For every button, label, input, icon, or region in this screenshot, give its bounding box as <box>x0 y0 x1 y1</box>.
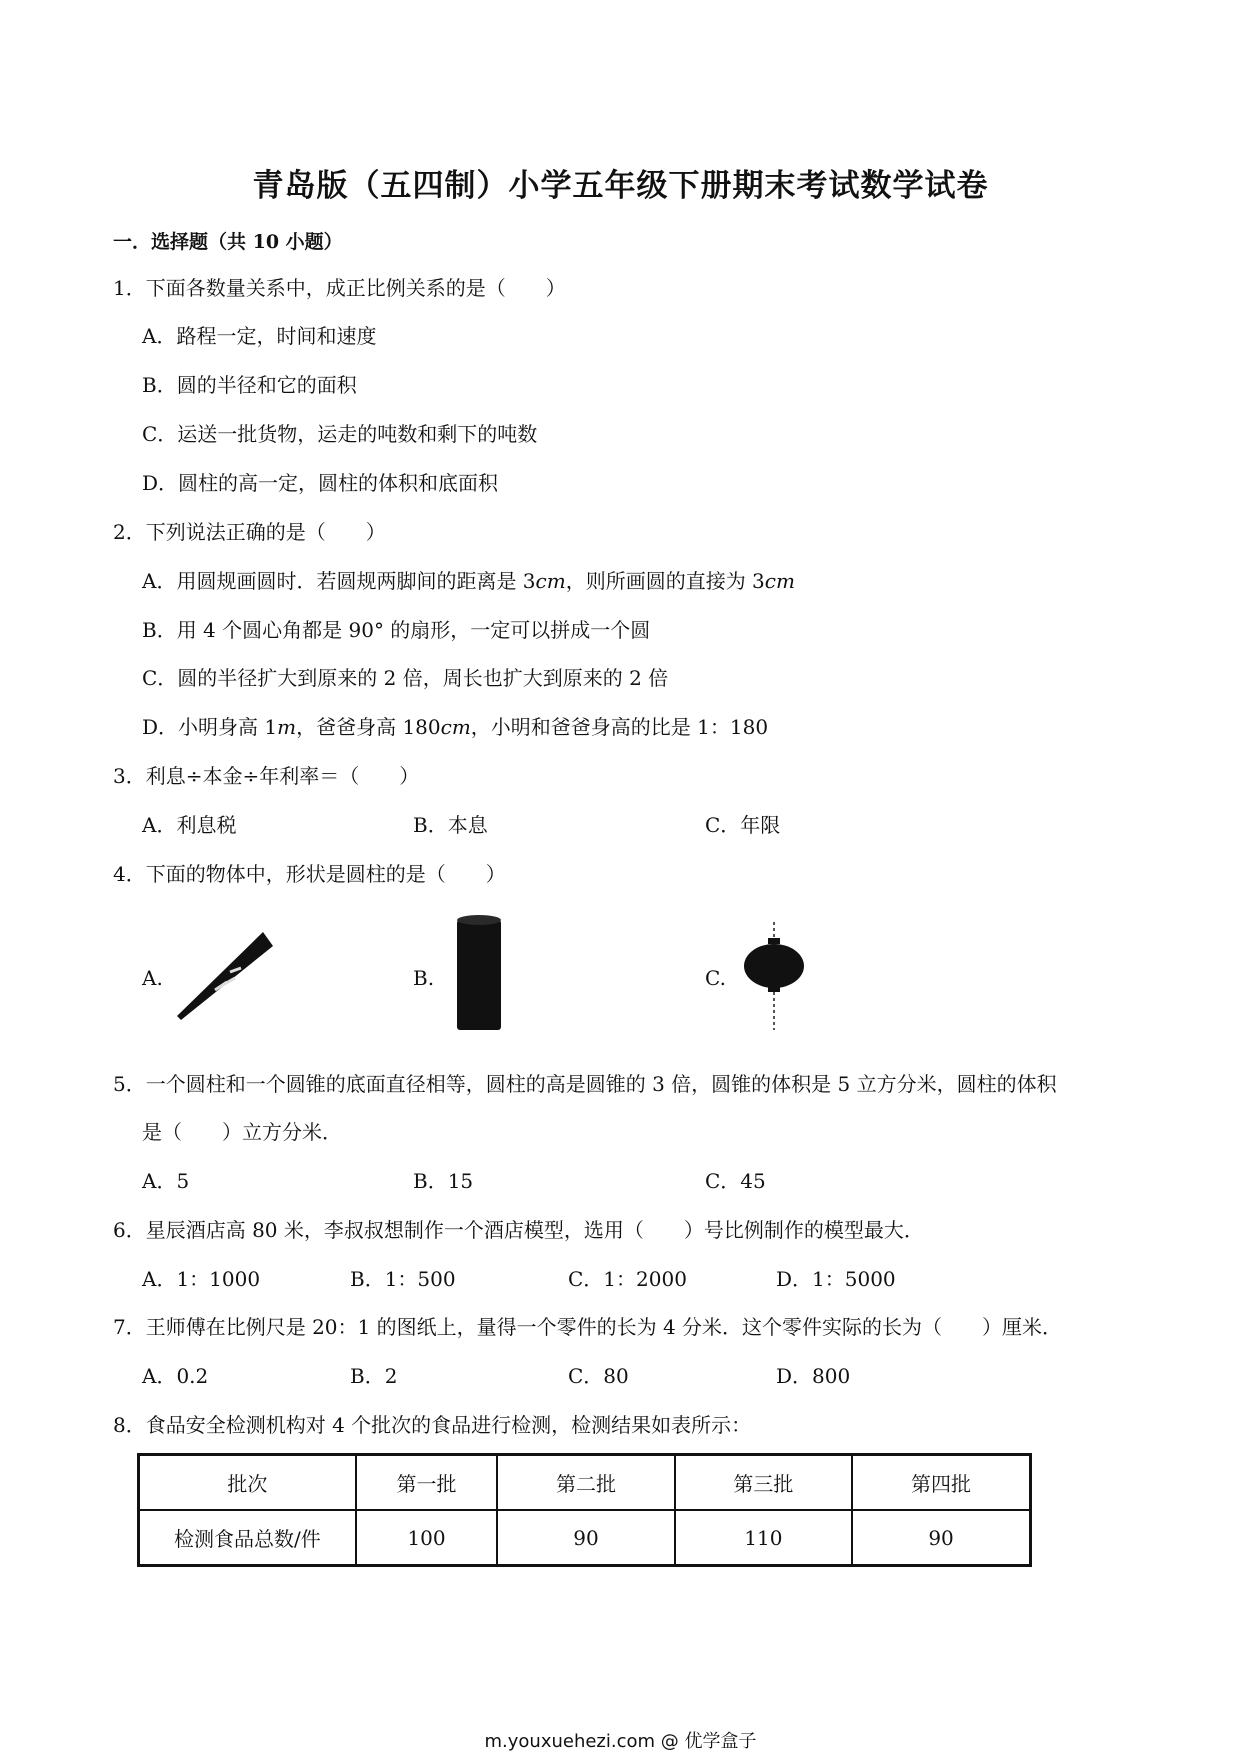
q6-option-d: D．1：5000 <box>776 1267 896 1291</box>
q8-table <box>137 1453 1032 1567</box>
q3-option-a: A．利息税 <box>142 813 237 837</box>
table-header-row <box>139 1455 1031 1511</box>
table-header-cell: 第一批 <box>356 1455 498 1511</box>
q3-option-c: C．年限 <box>705 813 781 837</box>
q7-stem: 7．王师傅在比例尺是 20：1 的图纸上，量得一个零件的长为 4 分米．这个零件实际的长为（ ）厘米． <box>113 1315 1063 1339</box>
q2-option-d: D．小明身高 1m，爸爸身高 180cm，小明和爸爸身高的比是 1：180 <box>142 715 769 739</box>
q4-option-c: C. <box>705 966 726 990</box>
q5-option-b: B．15 <box>413 1169 474 1193</box>
q4-option-a: A. <box>142 966 163 990</box>
table-cell: 110 <box>675 1510 852 1566</box>
q2-stem: 2．下列说法正确的是（ ） <box>113 520 386 544</box>
q6-stem: 6．星辰酒店高 80 米，李叔叔想制作一个酒店模型，选用（ ）号比例制作的模型最大． <box>113 1218 924 1242</box>
lantern-icon <box>742 922 806 1032</box>
table-header-cell: 第三批 <box>675 1455 852 1511</box>
q2-option-b: B．用 4 个圆心角都是 90° 的扇形，一定可以拼成一个圆 <box>142 618 651 642</box>
table-cell: 100 <box>356 1510 498 1566</box>
q2-option-a: A．用圆规画圆时．若圆规两脚间的距离是 3cm，则所画圆的直接为 3cm <box>142 569 795 593</box>
q6-option-b: B．1：500 <box>350 1267 456 1291</box>
q4-option-b: B. <box>413 966 435 990</box>
q5-option-c: C．45 <box>705 1169 766 1193</box>
cone-icon <box>175 924 275 1024</box>
q3-option-b: B．本息 <box>413 813 488 837</box>
q5-option-a: A．5 <box>142 1169 190 1193</box>
q7-option-d: D．800 <box>776 1364 851 1388</box>
cylinder-icon <box>455 914 503 1036</box>
table-cell: 90 <box>497 1510 674 1566</box>
q4-stem: 4．下面的物体中，形状是圆柱的是（ ） <box>113 862 506 886</box>
q3-stem: 3．利息÷本金÷年利率＝（ ） <box>113 764 420 788</box>
q7-option-c: C．80 <box>568 1364 629 1388</box>
q7-option-a: A．0.2 <box>142 1364 209 1388</box>
q5-stem-line1: 5．一个圆柱和一个圆锥的底面直径相等，圆柱的高是圆锥的 3 倍，圆锥的体积是 5 立方分米，圆柱的体积 <box>113 1072 1057 1096</box>
q1-option-d: D．圆柱的高一定，圆柱的体积和底面积 <box>142 471 499 495</box>
q1-stem: 1．下面各数量关系中，成正比例关系的是（ ） <box>113 276 566 300</box>
q1-option-b: B．圆的半径和它的面积 <box>142 373 357 397</box>
q6-option-c: C．1：2000 <box>568 1267 687 1291</box>
q1-option-a: A．路程一定，时间和速度 <box>142 324 377 348</box>
table-row <box>139 1510 1031 1566</box>
table-header-cell: 第四批 <box>852 1455 1030 1511</box>
section-heading: 一．选择题（共 10 小题） <box>113 231 343 253</box>
table-cell: 90 <box>852 1510 1030 1566</box>
exam-title: 青岛版（五四制）小学五年级下册期末考试数学试卷 <box>252 168 989 204</box>
q6-option-a: A．1：1000 <box>142 1267 261 1291</box>
table-header-cell: 批次 <box>139 1455 356 1511</box>
table-header-cell: 第二批 <box>497 1455 674 1511</box>
q2-option-c: C．圆的半径扩大到原来的 2 倍，周长也扩大到原来的 2 倍 <box>142 666 669 690</box>
table-cell: 检测食品总数/件 <box>139 1510 356 1566</box>
q5-stem-line2: 是（ ）立方分米． <box>142 1120 342 1144</box>
footer-watermark: m.youxuehezi.com @ 优学盒子 <box>484 1731 757 1752</box>
q8-stem: 8．食品安全检测机构对 4 个批次的食品进行检测，检测结果如表所示： <box>113 1413 752 1437</box>
q7-option-b: B．2 <box>350 1364 398 1388</box>
q1-option-c: C．运送一批货物，运走的吨数和剩下的吨数 <box>142 422 538 446</box>
